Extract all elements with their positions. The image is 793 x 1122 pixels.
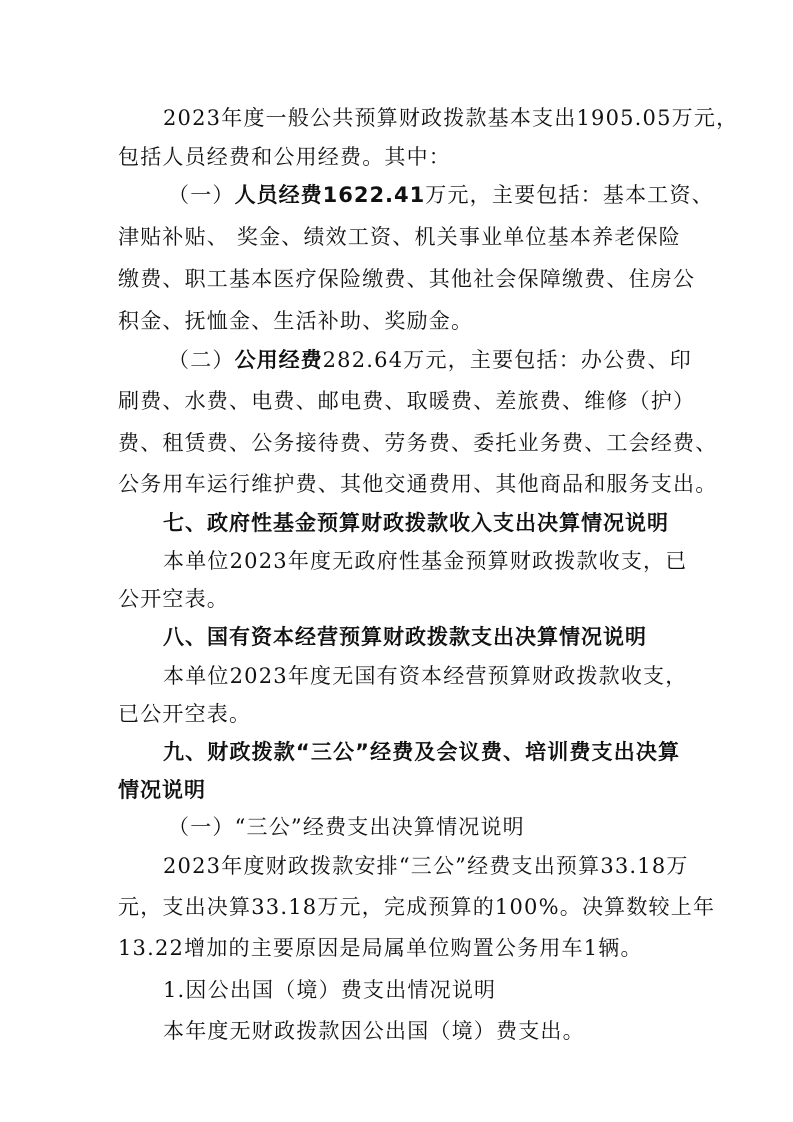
- personnel-expense-line-2: 津贴补贴、 奖金、绩效工资、机关事业单位基本养老保险: [118, 225, 681, 249]
- personnel-expense-line-4: 积金、抚恤金、生活补助、奖励金。: [118, 309, 474, 333]
- section-7-text-line-2: 公开空表。: [118, 587, 229, 611]
- personnel-expense-line-1: [168, 180, 714, 210]
- personnel-prefix: （一）: [168, 183, 235, 207]
- public-expense-line-1: [168, 345, 692, 375]
- paragraph-basic-expense-line-1: 2023年度一般公共预算财政拨款基本支出1905.05万元，: [163, 106, 739, 130]
- public-expense-line-2: 刷费、水费、电费、邮电费、取暖费、差旅费、维修（护）: [118, 389, 696, 413]
- paragraph-basic-expense-line-2: 包括人员经费和公用经费。其中：: [118, 145, 451, 169]
- personnel-expense-label: 人员经费1622.41: [234, 183, 426, 207]
- section-9-heading-line-2: 情况说明: [118, 778, 206, 802]
- three-public-text-line-3: 13.22增加的主要原因是局属单位购置公务用车1辆。: [118, 936, 643, 960]
- subsection-three-public-heading: （一）“三公”经费支出决算情况说明: [168, 815, 525, 839]
- section-8-text-line-2: 已公开空表。: [118, 702, 252, 726]
- section-7-text-line-1: 本单位2023年度无政府性基金预算财政拨款收支，已: [163, 549, 688, 573]
- section-9-heading-line-1: 九、财政拨款“三公”经费及会议费、培训费支出决算: [163, 740, 680, 764]
- three-public-text-line-1: 2023年度财政拨款安排“三公”经费支出预算33.18万: [163, 854, 689, 878]
- three-public-text-line-2: 元，支出决算33.18万元，完成预算的100%。决算数较上年: [118, 895, 716, 919]
- personnel-expense-rest: 万元，主要包括：基本工资、: [425, 183, 714, 207]
- section-8-text-line-1: 本单位2023年度无国有资本经营预算财政拨款收支，: [163, 664, 688, 688]
- public-expense-line-4: 公务用车运行维护费、其他交通费用、其他商品和服务支出。: [118, 472, 718, 496]
- item-1-heading: 1.因公出国（境）费支出情况说明: [163, 978, 497, 1002]
- section-8-heading: 八、国有资本经营预算财政拨款支出决算情况说明: [163, 625, 647, 649]
- public-expense-line-3: 费、租赁费、公务接待费、劳务费、委托业务费、工会经费、: [118, 431, 718, 455]
- public-expense-label: 公用经费: [234, 348, 323, 372]
- public-prefix: （二）: [168, 348, 235, 372]
- public-expense-rest: 282.64万元，主要包括：办公费、印: [322, 348, 692, 372]
- section-7-heading: 七、政府性基金预算财政拨款收入支出决算情况说明: [163, 511, 669, 535]
- item-1-text: 本年度无财政拨款因公出国（境）费支出。: [163, 1019, 585, 1043]
- personnel-expense-line-3: 缴费、职工基本医疗保险缴费、其他社会保障缴费、住房公: [118, 267, 696, 291]
